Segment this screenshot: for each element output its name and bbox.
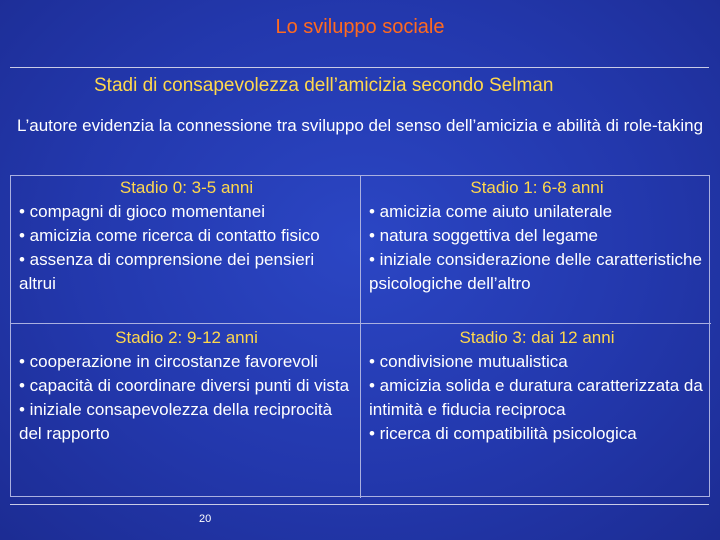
stage-heading: Stadio 3: dai 12 anni xyxy=(459,328,615,347)
stages-table xyxy=(10,175,710,497)
slide-subtitle: Stadi di consapevolezza dell’amicizia secondo Selman xyxy=(94,75,554,96)
bottom-divider xyxy=(10,504,709,505)
stage-item: • amicizia come ricerca di contatto fisico xyxy=(19,226,320,245)
page-number: 20 xyxy=(199,513,212,525)
stage-item: • iniziale considerazione delle caratteristiche psicologiche dell’altro xyxy=(369,250,702,293)
stage-item: • natura soggettiva del legame xyxy=(369,226,598,245)
stage-3-cell xyxy=(361,324,711,498)
stage-heading: Stadio 1: 6-8 anni xyxy=(470,178,604,197)
stage-item: • assenza di comprensione dei pensieri altrui xyxy=(19,250,315,293)
stage-item: • condivisione mutualistica xyxy=(369,352,568,371)
stage-item: • iniziale consapevolezza della reciprocità del rapporto xyxy=(19,400,333,443)
stage-item: • ricerca di compatibilità psicologica xyxy=(369,424,637,443)
intro-text: L’autore evidenzia la connessione tra sviluppo del senso dell’amicizia e abilità di role-taking xyxy=(16,116,704,135)
stage-1-cell xyxy=(361,176,711,324)
stage-item: • amicizia come aiuto unilaterale xyxy=(369,202,613,221)
stage-item: • compagni di gioco momentanei xyxy=(19,202,265,221)
stage-heading: Stadio 0: 3-5 anni xyxy=(119,178,254,197)
slide-title: Lo sviluppo sociale xyxy=(275,16,445,38)
stage-item: • capacità di coordinare diversi punti di vista xyxy=(19,376,350,395)
stage-0-cell xyxy=(11,176,361,324)
stage-item: • cooperazione in circostanze favorevoli xyxy=(19,352,318,371)
top-divider xyxy=(10,67,709,68)
stage-2-cell xyxy=(11,324,361,498)
stage-heading: Stadio 2: 9-12 anni xyxy=(115,328,258,347)
stage-item: • amicizia solida e duratura caratterizzata da intimità e fiducia reciproca xyxy=(369,376,703,419)
